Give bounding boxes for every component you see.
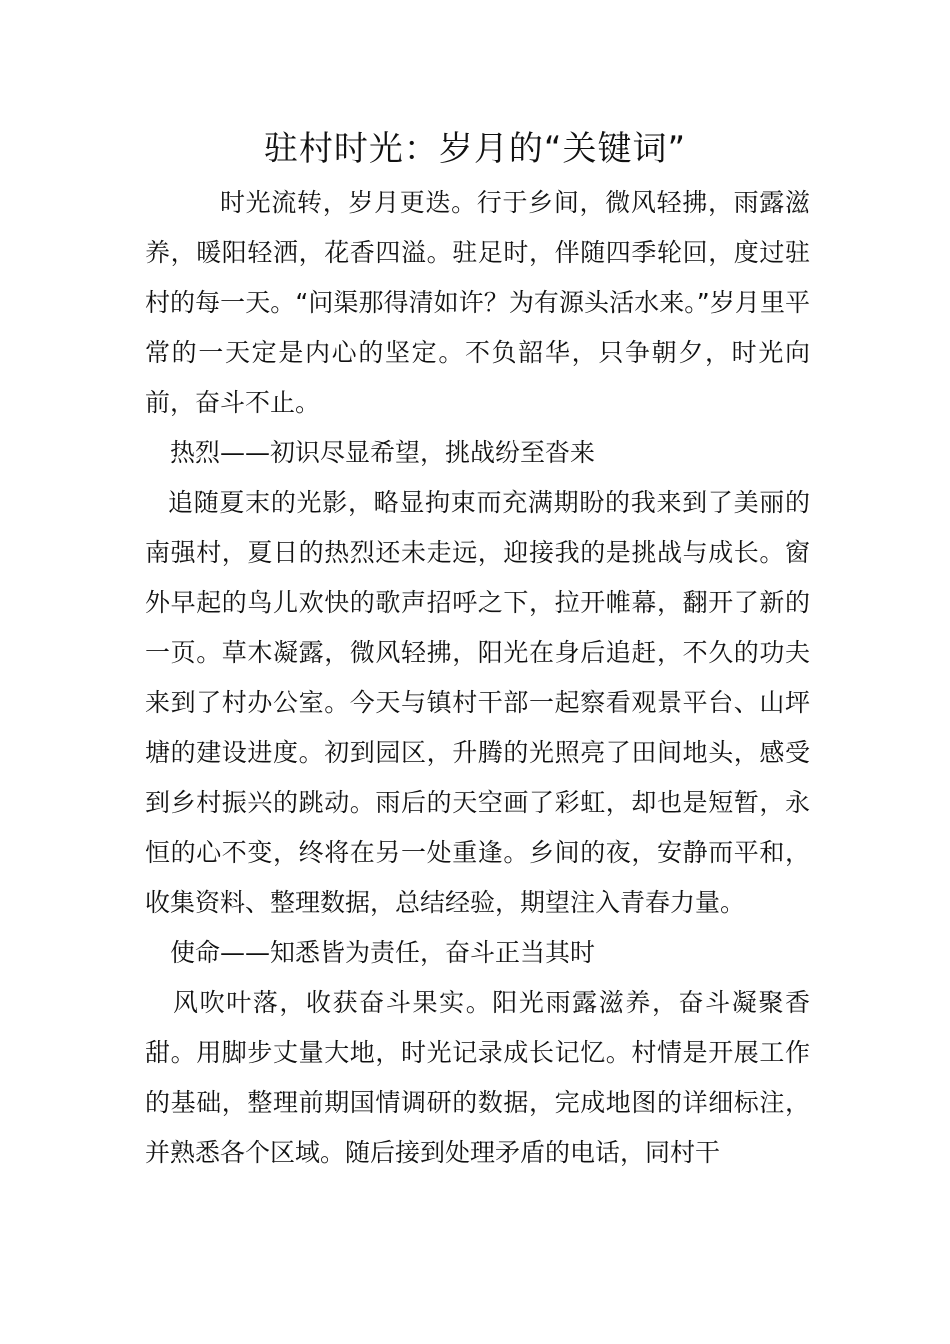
section-heading-mission: 使命——知悉皆为责任，奋斗正当其时 xyxy=(170,938,596,967)
section-heading-passion: 热烈——初识尽显希望，挑战纷至沓来 xyxy=(170,438,596,467)
document-body xyxy=(145,178,810,1178)
document-title: 驻村时光：岁月的“关键词” xyxy=(263,129,687,169)
section-paragraph-passion: 追随夏末的光影，略显拘束而充满期盼的我来到了美丽的南强村，夏日的热烈还未走远，迎接我的是挑战与成长。窗外早起的鸟儿欢快的歌声招呼之下，拉开帷幕，翻开了新的一页。草木凝露，微风轻拂，阳光在身后追赶，不久的功夫来到了村办公室。今天与镇村干部一起察看观景平台、山坪塘的建设进度。初到园区，升腾的光照亮了田间地头，感受到乡村振兴的跳动。雨后的天空画了彩虹，却也是短暂，永恒的心不变，终将在另一处重逢。乡间的夜，安静而平和，收集资料、整理数据，总结经验，期望注入青春力量。 xyxy=(145,488,810,917)
intro-paragraph: 时光流转，岁月更迭。行于乡间，微风轻拂，雨露滋养，暖阳轻洒，花香四溢。驻足时，伴随四季轮回，度过驻村的每一天。“问渠那得清如许？为有源头活水来。”岁月里平常的一天定是内心的坚定。不负韶华，只争朝夕，时光向前，奋斗不止。 xyxy=(145,188,810,417)
section-paragraph-mission: 风吹叶落，收获奋斗果实。阳光雨露滋养，奋斗凝聚香甜。用脚步丈量大地，时光记录成长记忆。村情是开展工作的基础，整理前期国情调研的数据，完成地图的详细标注，并熟悉各个区域。随后接到处理矛盾的电话，同村干 xyxy=(145,988,810,1167)
